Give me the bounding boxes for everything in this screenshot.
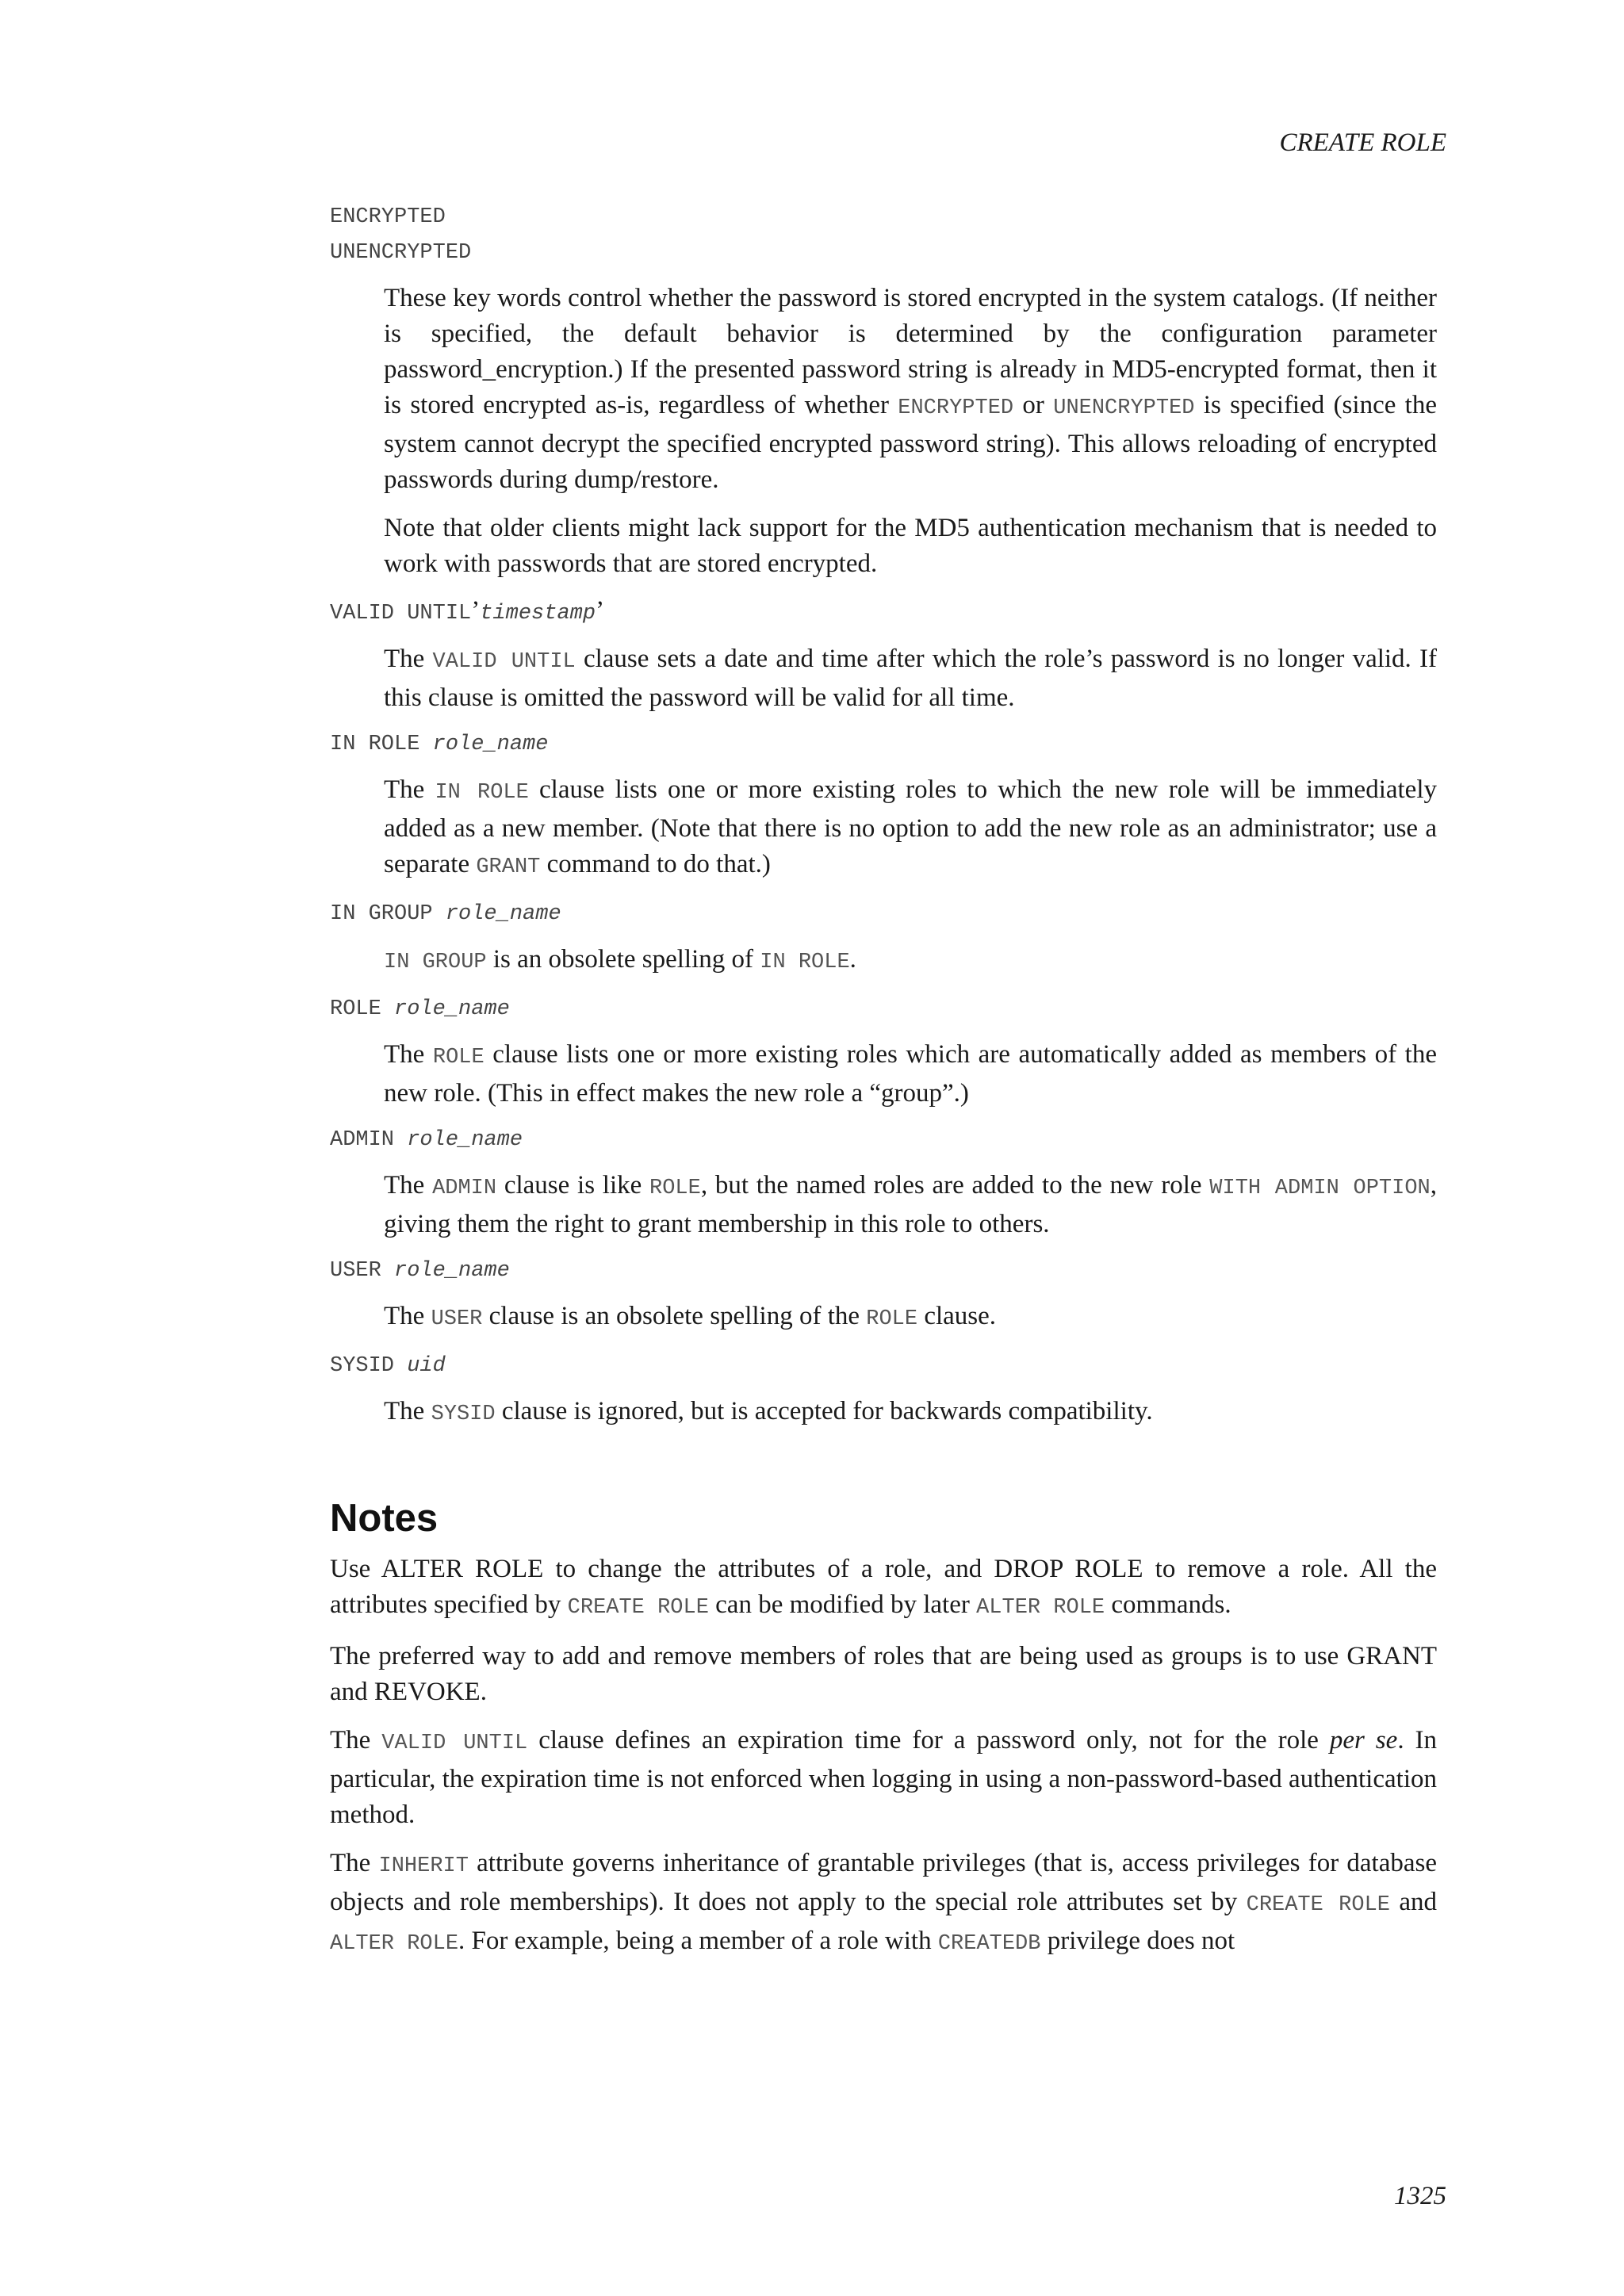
text: clause defines an expiration time for a password only, not for the role [527, 1726, 1330, 1755]
term-code: IN ROLE [330, 733, 420, 756]
text: clause sets a date and time after which the role’s password is no longer valid. If this clause is omitted the password will be valid for all time. [384, 645, 1437, 712]
definition-user [384, 1299, 1437, 1337]
text: attribute governs inheritance of grantable privileges (that is, access privileges for database objects and role memberships). It does not apply to the special role attributes set by [330, 1849, 1437, 1916]
text: The [330, 1849, 379, 1877]
term-replaceable: role_name [407, 1128, 523, 1152]
definition-valid-until [384, 641, 1437, 716]
term-sysid [330, 1349, 1437, 1384]
text: , but the named roles are added to the new role [700, 1171, 1210, 1200]
inline-code: ENCRYPTED [898, 396, 1014, 420]
page-number: 1325 [1394, 2182, 1446, 2210]
definition-sysid [384, 1394, 1437, 1433]
text: clause lists one or more existing roles to which the new role will be immediately added as a new member. (Note that there is no option to add the new role as an administrator; use a separate [384, 775, 1437, 878]
term-admin [330, 1123, 1437, 1158]
inline-code: ROLE [432, 1046, 485, 1070]
term-role [330, 992, 1437, 1027]
text: . For example, being a member of a role with [458, 1927, 938, 1955]
paragraph [384, 1299, 1437, 1337]
term-encrypted: ENCRYPTED [330, 205, 446, 229]
paragraph [384, 1168, 1437, 1242]
paragraph [330, 1846, 1437, 1962]
definition-encrypted [384, 281, 1437, 582]
entry-role [330, 992, 1437, 1112]
text: and [1389, 1888, 1437, 1916]
term-code: VALID UNTIL [330, 602, 472, 626]
paragraph [330, 1723, 1437, 1833]
entry-sysid [330, 1349, 1437, 1433]
page-content [330, 200, 1437, 1975]
text: . In particular, the expiration time is not enforced when logging in using a non-password-based authentication method. [330, 1726, 1438, 1829]
inline-code: UNENCRYPTED [1053, 396, 1195, 420]
inline-code: CREATE ROLE [567, 1596, 709, 1620]
inline-code: IN ROLE [435, 781, 529, 805]
text: privilege does not [1040, 1927, 1235, 1955]
term-replaceable: role_name [394, 997, 510, 1021]
text: The [384, 1397, 431, 1425]
term-replaceable: role_name [394, 1259, 510, 1283]
definition-in-group [384, 942, 1437, 981]
text: can be modified by later [708, 1590, 977, 1619]
inline-code: CREATE ROLE [1246, 1893, 1390, 1917]
paragraph [384, 281, 1437, 498]
text: , giving them the right to grant membership in this role to others. [384, 1171, 1437, 1238]
paragraph [384, 942, 1437, 981]
paragraph [330, 1552, 1437, 1626]
paragraph: Note that older clients might lack support for the MD5 authentication mechanism that is needed to work with passwords that are stored encrypted. [384, 514, 1437, 578]
paragraph: The preferred way to add and remove members of roles that are being used as groups is to use GRANT and REVOKE. [330, 1642, 1437, 1706]
entry-encrypted [330, 200, 1437, 582]
text: clause is like [496, 1171, 650, 1200]
definition-admin [384, 1168, 1437, 1242]
definition-in-role [384, 772, 1437, 886]
inline-code: ROLE [866, 1307, 918, 1331]
inline-code: ALTER ROLE [976, 1596, 1105, 1620]
term-in-group [330, 897, 1437, 932]
inline-code: IN ROLE [760, 951, 850, 974]
text: The [384, 775, 435, 804]
text: Use ALTER ROLE to change the attributes of a role, and DROP ROLE to remove a role. All the attributes specified by [330, 1555, 1437, 1619]
inline-code: VALID UNTIL [381, 1732, 528, 1755]
text: The [384, 645, 433, 673]
quote-mark: ’ [596, 596, 605, 625]
entry-user [330, 1253, 1437, 1337]
entry-valid-until [330, 593, 1437, 716]
term-code: ROLE [330, 997, 381, 1021]
paragraph [384, 772, 1437, 886]
text: The [330, 1726, 382, 1755]
term-replaceable: timestamp [480, 602, 596, 626]
text: The [384, 1040, 433, 1069]
term-replaceable: role_name [445, 902, 561, 926]
inline-code: INHERIT [378, 1854, 469, 1878]
text: . [849, 945, 856, 974]
notes-section [330, 1552, 1437, 1962]
term-in-role [330, 727, 1437, 763]
notes-heading: Notes [330, 1497, 439, 1540]
text: clause. [917, 1302, 997, 1330]
text: clause is an obsolete spelling of the [482, 1302, 867, 1330]
inline-code: USER [431, 1307, 483, 1331]
text: clause is ignored, but is accepted for backwards compatibility. [495, 1397, 1153, 1425]
term-code: SYSID [330, 1354, 395, 1378]
running-header: CREATE ROLE [1279, 128, 1446, 157]
emphasis: per se [1329, 1726, 1398, 1755]
inline-code: CREATEDB [937, 1932, 1041, 1956]
paragraph [384, 641, 1437, 716]
term-unencrypted: UNENCRYPTED [330, 241, 472, 265]
term-code: IN GROUP [330, 902, 433, 926]
paragraph [384, 1394, 1437, 1433]
text: clause lists one or more existing roles which are automatically added as members of the new role. (This in effect makes the new role a “group”.) [384, 1040, 1437, 1108]
term-replaceable: uid [407, 1354, 446, 1378]
paragraph [384, 1037, 1437, 1112]
inline-code: SYSID [431, 1402, 496, 1426]
inline-code: WITH ADMIN OPTION [1209, 1177, 1431, 1200]
definition-role [384, 1037, 1437, 1112]
inline-code: ALTER ROLE [330, 1932, 459, 1956]
term-user [330, 1253, 1437, 1289]
text: is an obsolete spelling of [486, 945, 760, 974]
inline-code: VALID UNTIL [432, 650, 576, 674]
inline-code: ROLE [649, 1177, 701, 1200]
inline-code: GRANT [476, 855, 541, 879]
text: The [384, 1302, 431, 1330]
entry-admin [330, 1123, 1437, 1242]
inline-code: ADMIN [432, 1177, 497, 1200]
term-code: ADMIN [330, 1128, 395, 1152]
term-replaceable: role_name [432, 733, 549, 756]
entry-in-group [330, 897, 1437, 981]
entry-in-role [330, 727, 1437, 886]
term-code: USER [330, 1259, 381, 1283]
text: command to do that.) [540, 850, 771, 878]
inline-code: IN GROUP [384, 951, 487, 974]
term-valid-until [330, 593, 1437, 632]
text: or [1013, 391, 1054, 419]
text: The [384, 1171, 433, 1200]
text: commands. [1105, 1590, 1231, 1619]
text: These key words control whether the password is stored encrypted in the system catalogs. (If neither is specified, the default behavior is determined by the configuration parameter password_encryption.) If the presented password string is already in MD5-encrypted format, then it is stored encrypted as-is, regardless of whether [384, 284, 1437, 419]
quote-mark: ’ [471, 596, 481, 625]
text: is specified (since the system cannot decrypt the specified encrypted password string). This allows reloading of encrypted passwords during dump/restore. [384, 391, 1437, 494]
